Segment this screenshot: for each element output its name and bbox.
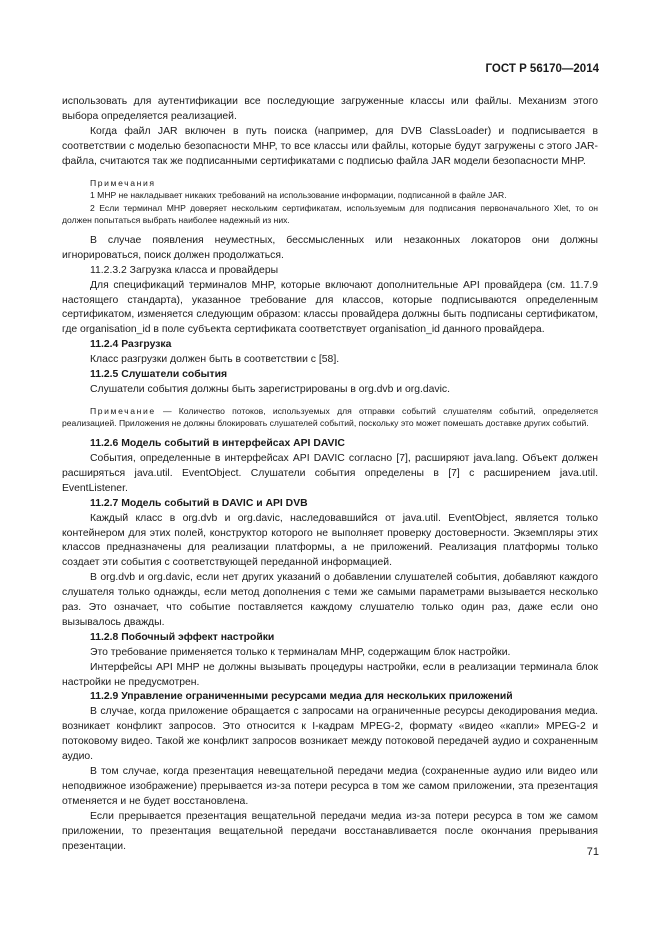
section-heading: 11.2.9 Управление ограниченными ресурсами медиа для нескольких приложений: [90, 691, 513, 703]
document-header: ГОСТ Р 56170—2014: [485, 63, 599, 75]
paragraph: В том случае, когда презентация невещательной передачи медиа (сохраненные аудио или видео или неподвижное изображение) прерывается из-за потери ресурса в том же самом приложении, эта презентация отменяется и не будет восстановлена.: [62, 766, 598, 807]
paragraph: использовать для аутентификации все последующие загруженные классы или файлы. Механизм этого выбора определяется реализацией.: [62, 96, 598, 122]
page-number: 71: [586, 846, 599, 858]
page-body: [62, 95, 598, 854]
paragraph: В org.dvb и org.davic, если нет других указаний о добавлении слушателей события, добавляют каждого слушателя только однажды, если метод дополнения с теми же самыми параметрами вызывается несколько раз. Это означает, что событие поставляется каждому слушателю только один раз, даже если оно вызывалось дважды.: [62, 572, 598, 628]
paragraph: Это требование применяется только к терминалам MHP, содержащим блок настройки.: [90, 646, 511, 658]
section-heading: 11.2.7 Модель событий в DAVIC и API DVB: [90, 497, 308, 509]
section-heading: 11.2.8 Побочный эффект настройки: [90, 631, 275, 643]
paragraph: Для спецификаций терминалов MHP, которые включают дополнительные API провайдера (см. 11.7.9 настоящего стандарта), указанное требование для классов, которые подписываются определенным сертификатом, изменяется следующим образом: классы провайдера должны быть подписаны сертификатом, где organisation_id в поле субъекта сертификата соответствует organisation_id данного провайдера.: [62, 279, 598, 336]
note-label: Примечания: [90, 177, 156, 188]
note-label: Примечание: [90, 405, 156, 416]
paragraph: Слушатели события должны быть зарегистрированы в org.dvb и org.davic.: [90, 383, 451, 395]
section-heading: 11.2.4 Разгрузка: [90, 339, 172, 351]
paragraph: Если прерывается презентация вещательной передачи медиа из-за потери ресурса в том же самом приложении, то презентация вещательной передачи восстанавливается после окончания прерывания презентации.: [62, 810, 598, 852]
paragraph: В случае, когда приложение обращается с запросами на ограниченные ресурсы декодирования медиа. возникает конфликт запросов. Это относится к I-кадрам MPEG-2, формату «видео «капли» MPEG-2 и потоковому видео. Такой же конфликт запросов возникает между потоковой передачей аудио и сохраненным аудио.: [62, 706, 598, 763]
subsection-heading: 11.2.3.2 Загрузка класса и провайдеры: [90, 264, 279, 276]
note: [62, 405, 598, 430]
note-heading: [62, 177, 598, 190]
paragraph: Интерфейсы API MHP не должны вызывать процедуры настройки, если в реализации терминала блок настройки не предусмотрен.: [62, 661, 598, 688]
paragraph: Когда файл JAR включен в путь поиска (например, для DVB ClassLoader) и подписывается в соответствии с моделью безопасности MHP, то все классы или файлы, которые будут загружены с этого JAR-файла, считаются так же подписанными сертификатами с подписью файла JAR модели безопасности MHP.: [62, 125, 598, 167]
paragraph: Класс разгрузки должен быть в соответствии с [58].: [90, 354, 340, 366]
paragraph: События, определенные в интерфейсах API DAVIC согласно [7], расширяют java.lang. Объект должен расширяться java.util. EventObject. Слушатели события определены в [7] с расширением java.util. EventListener.: [62, 452, 598, 494]
section-heading: 11.2.5 Слушатели события: [90, 369, 228, 381]
paragraph: В случае появления неуместных, бессмысленных или незаконных локаторов они должны игнорироваться, поиск должен продолжаться.: [62, 234, 598, 261]
note-text: — Количество потоков, используемых для отправки событий слушателям событий, определяется реализацией. Приложения не должны блокировать слушателей событий, поскольку это может помешать доставке других событий.: [62, 405, 598, 429]
section-heading: 11.2.6 Модель событий в интерфейсах API DAVIC: [90, 438, 345, 450]
note-item: 2 Если терминал MHP доверяет нескольким сертификатам, используемым для подписания первоначального Xlet, то он должен попытаться выбрать наиболее надежный из них.: [62, 202, 598, 226]
note-item: 1 MHP не накладывает никаких требований на использование информации, подписанной в файле JAR.: [90, 190, 507, 201]
paragraph: Каждый класс в org.dvb и org.davic, наследовавшийся от java.util. EventObject, является только контейнером для этих полей, конструктор которого не выполняет проверку достоверности. Экземпляры этих классов предназначены для реализации платформы, а не приложений. Реализация платформы только создает эти события с соответствующей переданной информацией.: [62, 512, 598, 569]
